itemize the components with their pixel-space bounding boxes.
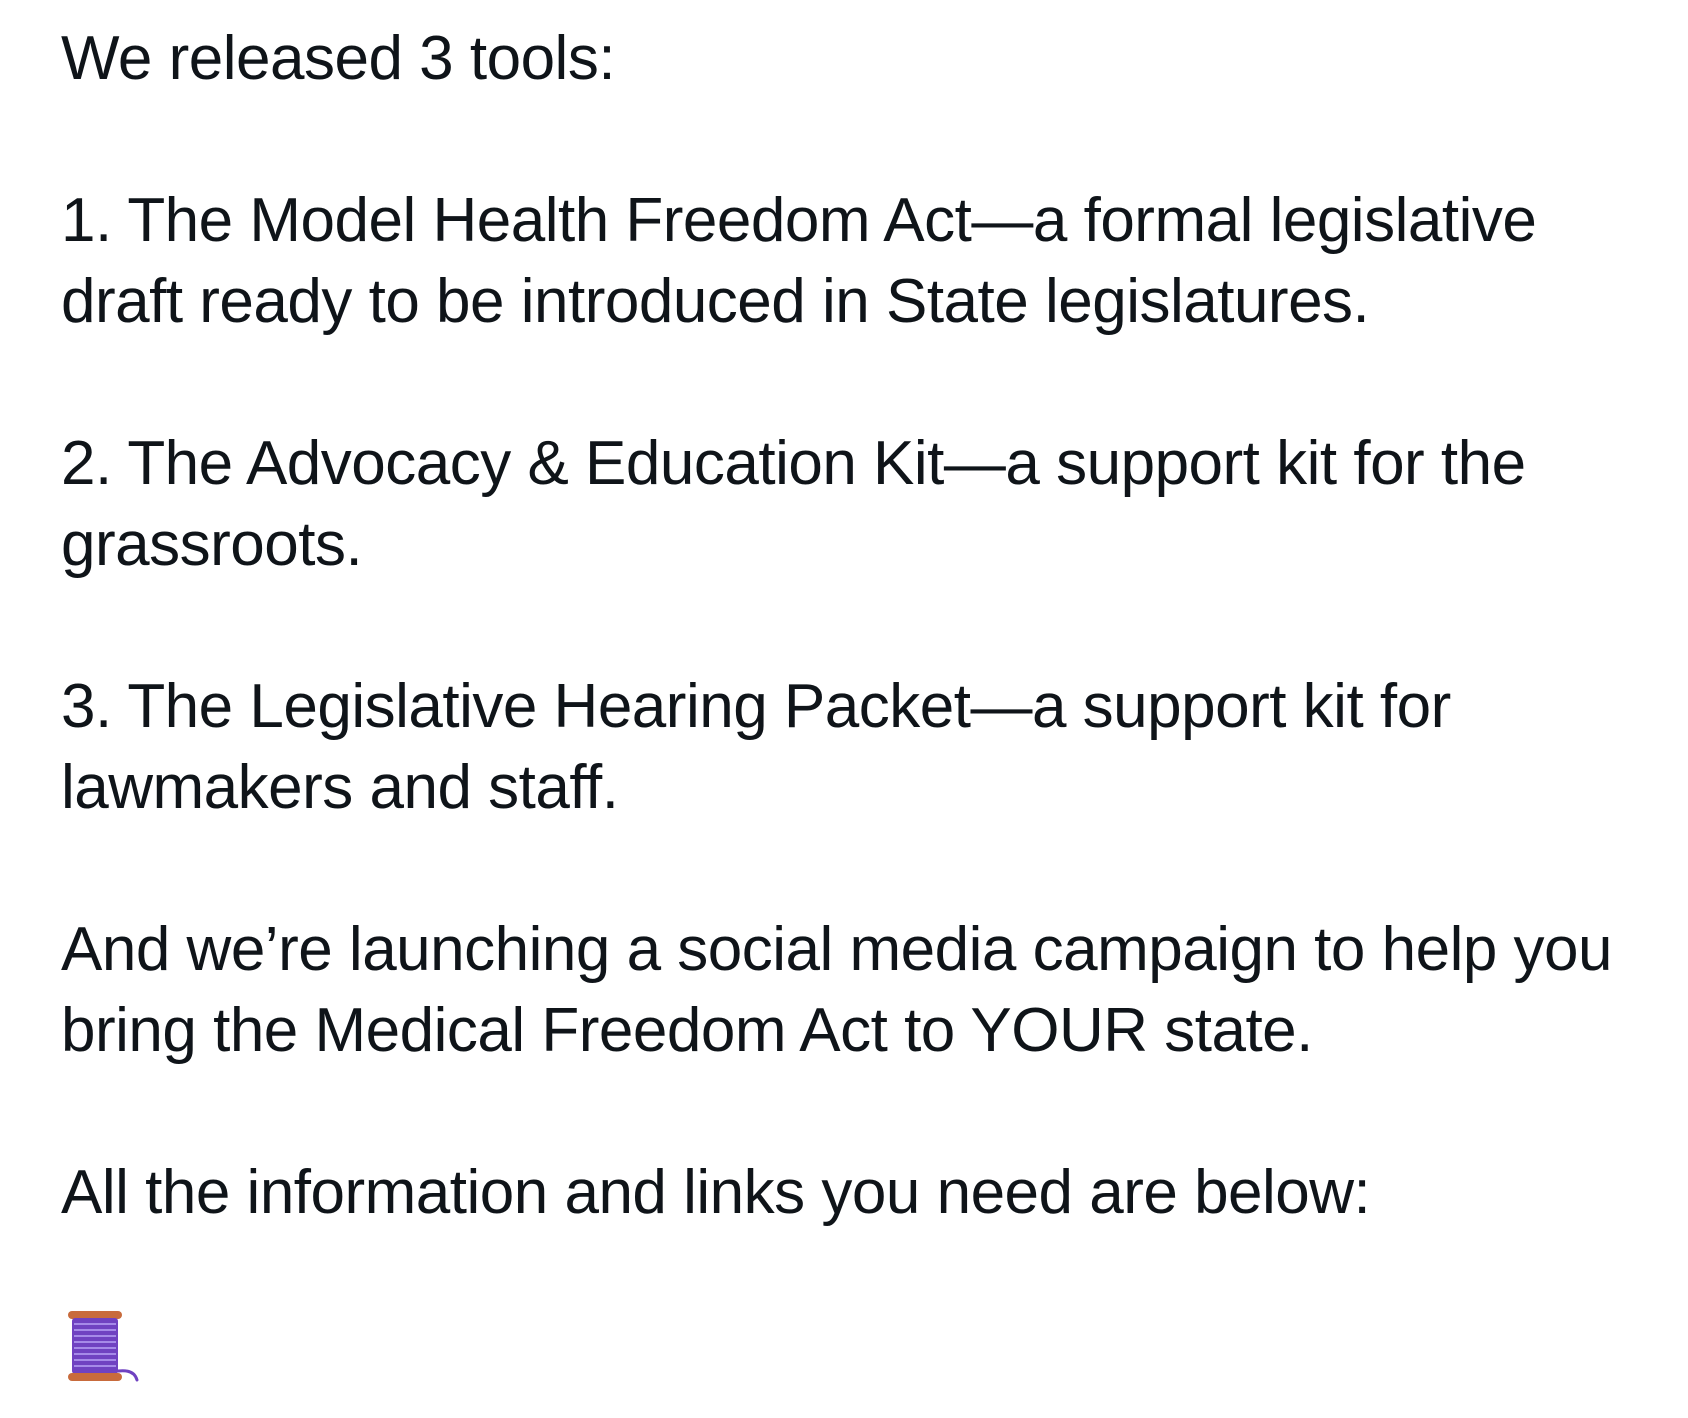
- post-paragraph-campaign: And we’re launching a social media campaign to help you bring the Medical Freedom Act to YOUR state.: [61, 915, 1613, 1065]
- post-paragraph-links: All the information and links you need are below:: [61, 1158, 1371, 1227]
- post-paragraph-tool-2: 2. The Advocacy & Education Kit—a support kit for the grassroots.: [61, 429, 1526, 579]
- spool-of-thread-icon: [64, 1308, 142, 1386]
- post-paragraph-intro: We released 3 tools:: [61, 24, 616, 93]
- post-paragraph-tool-1: 1. The Model Health Freedom Act—a formal legislative draft ready to be introduced in State legislatures.: [61, 186, 1537, 336]
- post-paragraph-tool-3: 3. The Legislative Hearing Packet—a support kit for lawmakers and staff.: [61, 672, 1451, 822]
- post-text: [61, 18, 1671, 1314]
